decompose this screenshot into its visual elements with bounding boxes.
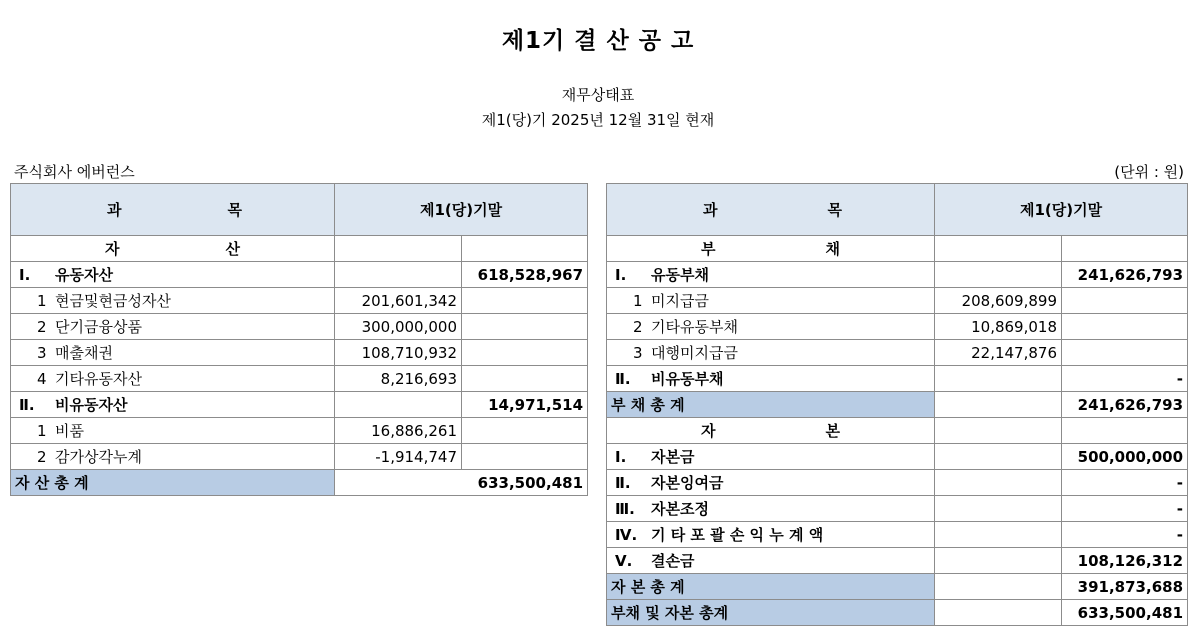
equity-total-value: 391,873,688 <box>1062 574 1188 600</box>
liabilities-total-row: 부 채 총 계 241,626,793 <box>607 392 1188 418</box>
table-row: 2 감가상각누계 -1,914,747 <box>11 444 588 470</box>
table-row: 3 매출채권 108,710,932 <box>11 340 588 366</box>
assets-total-row: 자 산 총 계 633,500,481 <box>11 470 588 496</box>
table-row: 1 비품 16,886,261 <box>11 418 588 444</box>
table-row: Ⅲ. 자본조정 - <box>607 496 1188 522</box>
liabilities-equity-table <box>606 183 1188 626</box>
subject-header: 과 목 <box>607 184 935 236</box>
table-row: 1 현금및현금성자산 201,601,342 <box>11 288 588 314</box>
table-row: 2 단기금융상품 300,000,000 <box>11 314 588 340</box>
liabilities-category-row: 부 채 <box>607 236 1188 262</box>
current-liabilities-total: 241,626,793 <box>1062 262 1188 288</box>
table-row: 4 기타유동자산 8,216,693 <box>11 366 588 392</box>
subject-header: 과 목 <box>11 184 335 236</box>
assets-table <box>10 183 588 496</box>
table-header-row <box>607 184 1188 236</box>
table-header-row <box>11 184 588 236</box>
table-row: Ⅱ. 비유동부채 - <box>607 366 1188 392</box>
table-row: 1 미지급금 208,609,899 <box>607 288 1188 314</box>
grand-total-row: 부채 및 자본 총계 633,500,481 <box>607 600 1188 626</box>
grand-total-value: 633,500,481 <box>1062 600 1188 626</box>
assets-total-value: 633,500,481 <box>335 470 588 496</box>
period-column-header: 제1(당)기말 <box>935 184 1188 236</box>
assets-category-row: 자 산 <box>11 236 588 262</box>
table-row: Ⅰ. 유동부채 241,626,793 <box>607 262 1188 288</box>
company-name: 주식회사 에버런스 <box>14 163 135 181</box>
equity-total-row: 자 본 총 계 391,873,688 <box>607 574 1188 600</box>
liabilities-total-value: 241,626,793 <box>1062 392 1188 418</box>
table-row: Ⅱ. 비유동자산 14,971,514 <box>11 392 588 418</box>
table-row: Ⅳ. 기 타 포 괄 손 익 누 계 액 - <box>607 522 1188 548</box>
table-row: Ⅱ. 자본잉여금 - <box>607 470 1188 496</box>
unit-label: (단위 : 원) <box>1114 163 1184 181</box>
period-column-header: 제1(당)기말 <box>335 184 588 236</box>
table-row: Ⅴ. 결손금 108,126,312 <box>607 548 1188 574</box>
table-row: 2 기타유동부채 10,869,018 <box>607 314 1188 340</box>
table-row: Ⅰ. 자본금 500,000,000 <box>607 444 1188 470</box>
current-assets-total: 618,528,967 <box>462 262 588 288</box>
notice-title: 제1기 결 산 공 고 <box>501 28 695 54</box>
statement-name: 재무상태표 <box>561 86 635 104</box>
period-text: 제1(당)기 2025년 12월 31일 현재 <box>481 111 715 129</box>
equity-category-row: 자 본 <box>607 418 1188 444</box>
noncurrent-assets-total: 14,971,514 <box>462 392 588 418</box>
table-row: 3 대행미지급금 22,147,876 <box>607 340 1188 366</box>
table-row: Ⅰ. 유동자산 618,528,967 <box>11 262 588 288</box>
